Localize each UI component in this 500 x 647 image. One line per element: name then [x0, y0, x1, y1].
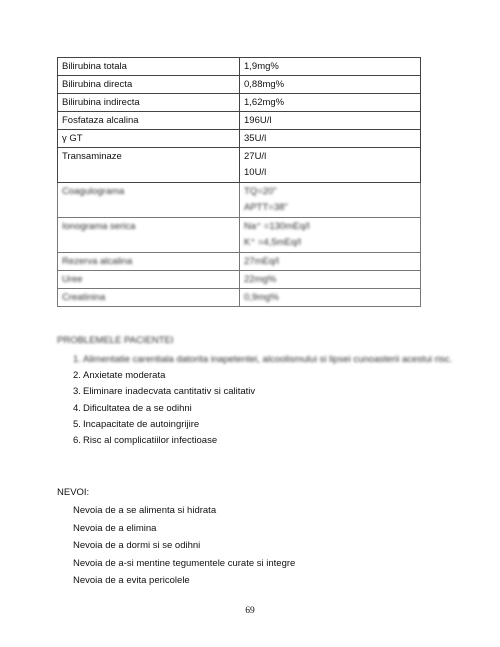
lab-value	[240, 148, 421, 183]
list-text: Eliminare inadecvata cantitativ si calitativ	[83, 386, 256, 398]
list-item: Nevoia de a-si mentine tegumentele curate si integre	[73, 557, 296, 569]
list-item	[57, 352, 457, 368]
lab-name: Uree	[58, 271, 240, 289]
lab-value: 27mEq/l	[240, 253, 421, 271]
needs-heading: NEVOI:	[57, 487, 90, 498]
list-item: Nevoia de a se alimenta si hidrata	[73, 505, 217, 516]
lab-name: Coagulograma	[58, 183, 240, 218]
lab-name: Rezerva alcalina	[58, 253, 240, 271]
list-number: 1.	[73, 354, 81, 365]
lab-name: Transaminaze	[58, 148, 240, 183]
table-row	[58, 271, 421, 289]
list-text: Alimentatie carentiala datorita inapetentei, alcoolismului si lipsei cunoasterii acestui risc.	[83, 354, 453, 365]
list-number: 3.	[73, 386, 81, 398]
lab-value: 196U/l	[240, 112, 421, 130]
needs-list	[73, 502, 295, 590]
table-row	[58, 183, 421, 218]
lab-results-table	[57, 57, 421, 307]
table-row	[58, 289, 421, 307]
lab-value-line: K⁺ =4,5mEq/l	[244, 237, 302, 248]
table-row	[58, 94, 421, 112]
lab-value-line: 10U/l	[244, 167, 267, 178]
lab-value-line: Na⁺ =130mEq/l	[244, 221, 310, 232]
problems-list	[57, 352, 457, 449]
table-row	[58, 76, 421, 94]
list-item	[57, 384, 457, 400]
page-number: 69	[245, 606, 255, 616]
list-number: 5.	[73, 418, 81, 430]
list-text: Risc al complicatiilor infectioase	[83, 435, 218, 447]
lab-value: 22mg%	[240, 271, 421, 289]
lab-value-line: 27U/l	[244, 151, 267, 162]
lab-value	[240, 218, 421, 253]
list-text: Incapacitate de autoingrijire	[83, 418, 200, 430]
list-item	[57, 417, 457, 433]
list-number: 6.	[73, 435, 81, 447]
list-item: Nevoia de a elimina	[73, 522, 157, 534]
lab-name: Bilirubina directa	[58, 76, 240, 94]
table-row	[58, 218, 421, 253]
lab-name: Bilirubina indirecta	[58, 94, 240, 112]
list-number: 2.	[73, 370, 81, 382]
list-item	[57, 433, 457, 449]
list-item: Nevoia de a dormi si se odihni	[73, 540, 201, 552]
table-row	[58, 130, 421, 148]
list-item: Nevoia de a evita pericolele	[73, 575, 190, 587]
table-row	[58, 58, 421, 76]
list-item	[57, 368, 457, 384]
lab-value: 1,9mg%	[240, 58, 421, 76]
table-row	[58, 112, 421, 130]
table-row	[58, 148, 421, 183]
problems-heading: PROBLEMELE PACIENTEI	[57, 335, 174, 346]
lab-value: 0,88mg%	[240, 76, 421, 94]
table-row	[58, 253, 421, 271]
lab-name: Ionograma serica	[58, 218, 240, 253]
list-item	[57, 401, 457, 417]
lab-name: Creatinina	[58, 289, 240, 307]
lab-value: 0,9mg%	[240, 289, 421, 307]
list-number: 4.	[73, 402, 81, 414]
lab-name: Fosfataza alcalina	[58, 112, 240, 130]
lab-value-line: TQ=20"	[244, 186, 277, 197]
lab-name: Bilirubina totala	[58, 58, 240, 76]
lab-value: 1,62mg%	[240, 94, 421, 112]
list-text: Dificultatea de a se odihni	[83, 402, 192, 414]
lab-value: 35U/l	[240, 130, 421, 148]
list-text: Anxietate moderata	[83, 370, 166, 382]
lab-value	[240, 183, 421, 218]
lab-value-line: APTT=38"	[244, 202, 288, 213]
lab-name: γ GT	[58, 130, 240, 148]
